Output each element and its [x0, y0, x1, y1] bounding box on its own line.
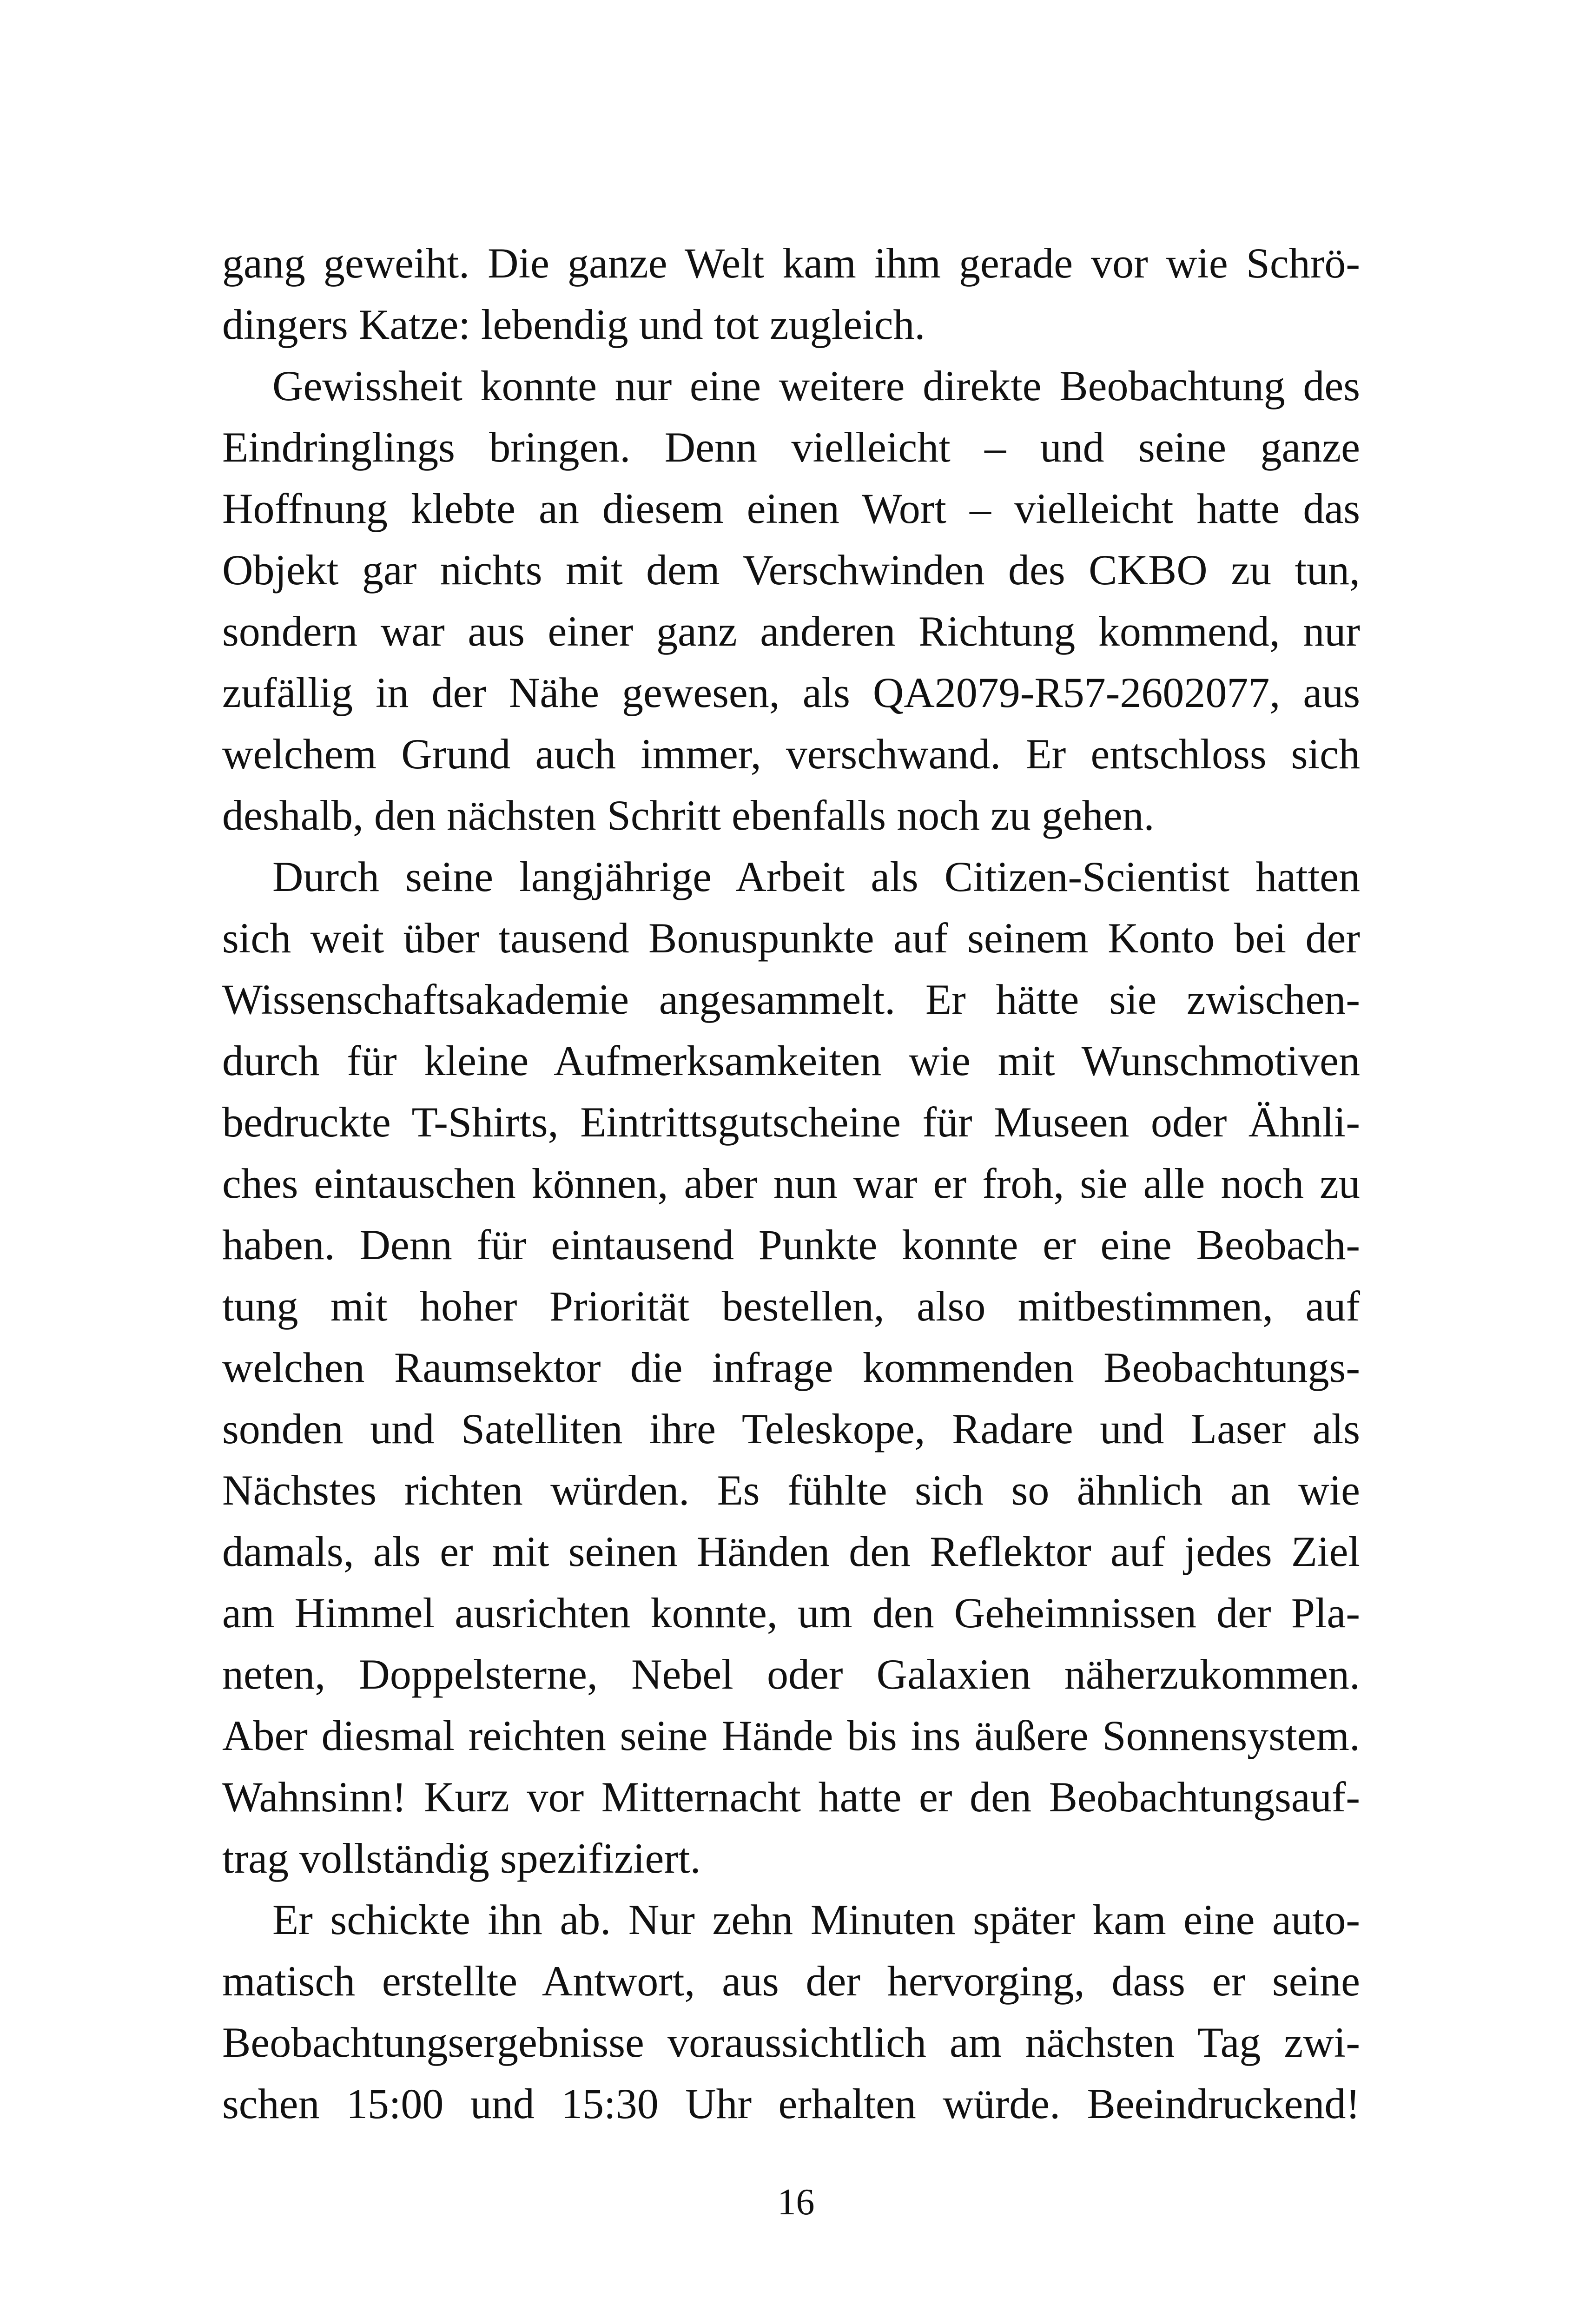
paragraph [222, 355, 1360, 846]
text-line: ches eintauschen können, aber nun war er froh, sie alle noch zu [222, 1160, 1360, 1207]
paragraph [222, 1889, 1360, 2134]
text-line: damals, als er mit seinen Händen den Reflektor auf jedes Ziel [222, 1528, 1360, 1575]
text-line: haben. Denn für eintausend Punkte konnte er eine Beobach- [222, 1221, 1360, 1268]
text-line: tung mit hoher Priorität bestellen, also mitbestimmen, auf [222, 1282, 1360, 1330]
text-line: dingers Katze: lebendig und tot zugleich. [222, 301, 925, 348]
text-line: sich weit über tausend Bonuspunkte auf seinem Konto bei der [222, 914, 1360, 962]
text-line: durch für kleine Aufmerksamkeiten wie mit Wunschmotiven [222, 1037, 1360, 1084]
text-line: Nächstes richten würden. Es fühlte sich so ähnlich an wie [222, 1466, 1360, 1514]
page-number: 16 [777, 2182, 815, 2223]
text-line: Eindringlings bringen. Denn vielleicht – und seine ganze [222, 423, 1360, 471]
text-line: zufällig in der Nähe gewesen, als QA2079-R57-2602077, aus [222, 669, 1360, 716]
paragraph [222, 846, 1360, 1889]
text-line: trag vollständig spezifiziert. [222, 1835, 701, 1882]
text-line: Wissenschaftsakademie angesammelt. Er hätte sie zwischen- [222, 976, 1360, 1023]
text-line: neten, Doppelsterne, Nebel oder Galaxien näherzukommen. [222, 1651, 1360, 1698]
text-line: schen 15:00 und 15:30 Uhr erhalten würde. Beeindruckend! [222, 2080, 1360, 2127]
text-line: am Himmel ausrichten konnte, um den Geheimnissen der Pla- [222, 1589, 1360, 1637]
text-line: matisch erstellte Antwort, aus der hervorging, dass er seine [222, 1957, 1360, 2005]
text-line: welchen Raumsektor die infrage kommenden Beobachtungs- [222, 1344, 1360, 1391]
text-line: Aber diesmal reichten seine Hände bis ins äußere Sonnensystem. [222, 1712, 1360, 1759]
text-line: sonden und Satelliten ihre Teleskope, Radare und Laser als [222, 1405, 1360, 1452]
text-line: Wahnsinn! Kurz vor Mitternacht hatte er den Beobachtungsauf- [222, 1773, 1360, 1821]
text-line: Hoffnung klebte an diesem einen Wort – vielleicht hatte das [222, 485, 1360, 532]
text-line: sondern war aus einer ganz anderen Richtung kommend, nur [222, 607, 1360, 655]
text-line: Durch seine langjährige Arbeit als Citizen-Scientist hatten [272, 853, 1360, 900]
text-line: welchem Grund auch immer, verschwand. Er entschloss sich [222, 730, 1360, 778]
text-line: Gewissheit konnte nur eine weitere direkte Beobachtung des [272, 362, 1360, 409]
text-line: gang geweiht. Die ganze Welt kam ihm gerade vor wie Schrö- [222, 239, 1360, 287]
text-line: deshalb, den nächsten Schritt ebenfalls noch zu gehen. [222, 792, 1155, 839]
text-line: Er schickte ihn ab. Nur zehn Minuten später kam eine auto- [272, 1896, 1360, 1943]
text-line: bedruckte T-Shirts, Eintrittsgutscheine für Museen oder Ähnli- [222, 1098, 1360, 1146]
book-page-body [222, 232, 1360, 2134]
text-line: Objekt gar nichts mit dem Verschwinden des CKBO zu tun, [222, 546, 1360, 594]
text-line: Beobachtungsergebnisse voraussichtlich am nächsten Tag zwi- [222, 2019, 1360, 2066]
paragraph [222, 232, 1360, 355]
